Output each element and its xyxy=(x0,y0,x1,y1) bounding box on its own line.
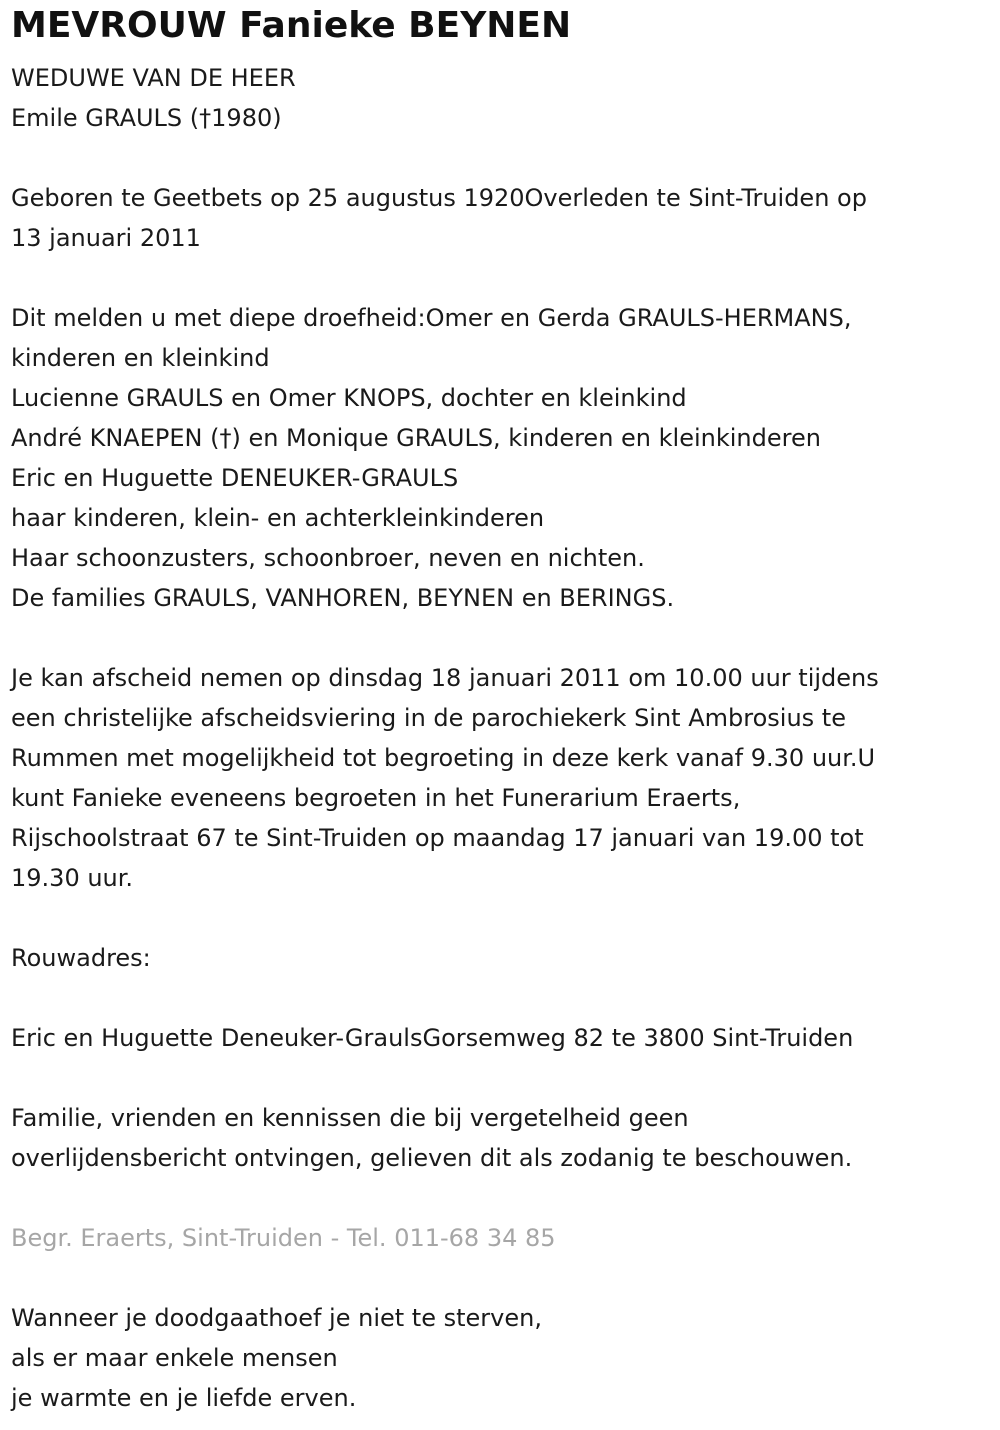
widow-line: WEDUWE VAN DE HEER xyxy=(11,64,296,92)
poem-line: je warmte en je liefde erven. xyxy=(11,1384,357,1412)
farewell-line: een christelijke afscheidsviering in de parochiekerk Sint Ambrosius te xyxy=(11,704,846,732)
rouwadres-value: Eric en Huguette Deneuker-GraulsGorsemweg 82 te 3800 Sint-Truiden xyxy=(11,1024,854,1052)
notice-line: overlijdensbericht ontvingen, gelieven dit als zodanig te beschouwen. xyxy=(11,1144,853,1172)
death-date-line: 13 januari 2011 xyxy=(11,224,201,252)
farewell-line: Rijschoolstraat 67 te Sint-Truiden op maandag 17 januari van 19.00 tot xyxy=(11,824,864,852)
page-title: MEVROUW Fanieke BEYNEN xyxy=(11,5,572,46)
family-line: kinderen en kleinkind xyxy=(11,344,270,372)
birth-death-line: Geboren te Geetbets op 25 augustus 1920Overleden te Sint-Truiden op xyxy=(11,184,867,212)
farewell-line: 19.30 uur. xyxy=(11,864,134,892)
family-line: André KNAEPEN (†) en Monique GRAULS, kinderen en kleinkinderen xyxy=(11,424,821,452)
farewell-line: Je kan afscheid nemen op dinsdag 18 januari 2011 om 10.00 uur tijdens xyxy=(11,664,879,692)
family-line: Eric en Huguette DENEUKER-GRAULS xyxy=(11,464,459,492)
notice-line: Familie, vrienden en kennissen die bij vergetelheid geen xyxy=(11,1104,689,1132)
undertaker-contact: Begr. Eraerts, Sint-Truiden - Tel. 011-68 34 85 xyxy=(11,1224,556,1252)
family-line: Lucienne GRAULS en Omer KNOPS, dochter en kleinkind xyxy=(11,384,687,412)
obituary-notice xyxy=(11,0,986,1418)
poem-line: als er maar enkele mensen xyxy=(11,1344,338,1372)
family-line: De families GRAULS, VANHOREN, BEYNEN en BERINGS. xyxy=(11,584,675,612)
family-line: Dit melden u met diepe droefheid:Omer en Gerda GRAULS-HERMANS, xyxy=(11,304,852,332)
farewell-line: Rummen met mogelijkheid tot begroeting in deze kerk vanaf 9.30 uur.U xyxy=(11,744,876,772)
farewell-line: kunt Fanieke eveneens begroeten in het Funerarium Eraerts, xyxy=(11,784,741,812)
rouwadres-label: Rouwadres: xyxy=(11,944,151,972)
poem-line: Wanneer je doodgaathoef je niet te sterven, xyxy=(11,1304,542,1332)
husband-line: Emile GRAULS (†1980) xyxy=(11,104,282,132)
family-line: Haar schoonzusters, schoonbroer, neven en nichten. xyxy=(11,544,645,572)
family-line: haar kinderen, klein- en achterkleinkinderen xyxy=(11,504,545,532)
